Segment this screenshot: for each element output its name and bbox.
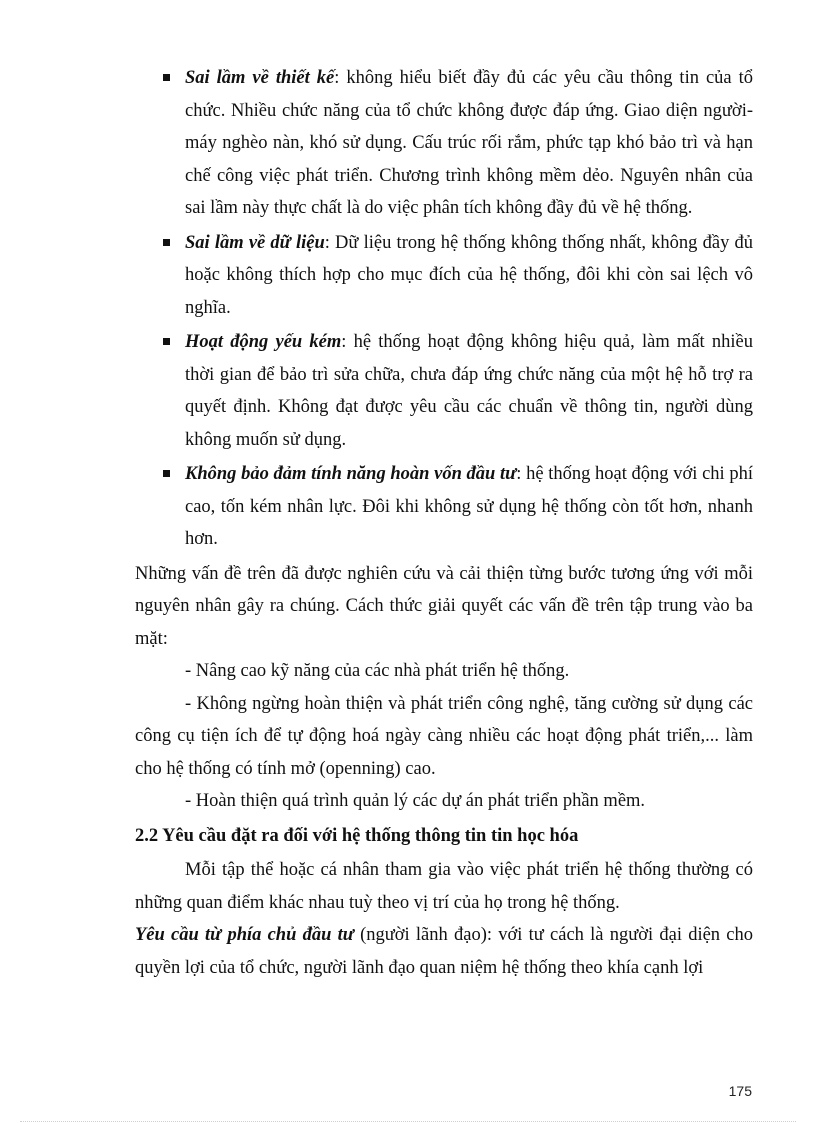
investor-text: (người lãnh đạo): với tư cách là người đại diện cho quyền lợi của tổ chức, người lãnh đạo quan niệm hệ thống theo khía cạnh lợi: [135, 925, 753, 978]
measure-item: - Hoàn thiện quá trình quản lý các dự án phát triển phần mềm.: [185, 791, 646, 811]
square-bullet-icon: [163, 470, 170, 477]
investor-paragraph: [135, 919, 753, 984]
bullet-text: : hệ thống hoạt động không hiệu quả, làm mất nhiều thời gian để bảo trì sửa chữa, chưa đáp ứng chức năng của một hệ hỗ trợ ra quyết định. Không đạt được yêu cầu các chuẩn về thông tin, người dùng không muốn sử dụng.: [185, 332, 753, 450]
bullet-item-data-error: [135, 227, 753, 325]
bullet-text: : không hiểu biết đầy đủ các yêu cầu thông tin của tổ chức. Nhiều chức năng của tổ chức không được đáp ứng. Giao diện người-máy nghèo nàn, khó sử dụng. Cấu trúc rối rắm, phức tạp khó bảo trì và hạn chế công việc phát triển. Chương trình không mềm dẻo. Nguyên nhân của sai lầm này thực chất là do việc phân tích không đầy đủ về hệ thống.: [185, 68, 753, 218]
bullet-item-weak-operation: [135, 326, 753, 456]
section-heading: 2.2 Yêu cầu đặt ra đối với hệ thống thông tin tin học hóa: [135, 825, 579, 846]
bullet-term: Sai lầm về dữ liệu: [185, 232, 325, 253]
bullet-text: : hệ thống hoạt động với chi phí cao, tốn kém nhân lực. Đôi khi không sử dụng hệ thống còn tốt hơn, nhanh hơn.: [185, 464, 753, 549]
section-paragraph: Mỗi tập thể hoặc cá nhân tham gia vào việc phát triển hệ thống thường có những quan điểm khác nhau tuỳ theo vị trí của họ trong hệ thống.: [135, 860, 753, 913]
bullet-term: Hoạt động yếu kém: [185, 332, 342, 352]
intro-paragraph: Những vấn đề trên đã được nghiên cứu và cải thiện từng bước tương ứng với mỗi nguyên nhân gây ra chúng. Cách thức giải quyết các vấn đề trên tập trung vào ba mặt:: [135, 563, 753, 649]
page-content: [135, 62, 753, 984]
bullet-text: : Dữ liệu trong hệ thống không thống nhất, không đầy đủ hoặc không thích hợp cho mục đích của hệ thống, đôi khi còn sai lệch vô nghĩa.: [185, 232, 753, 318]
bullet-item-investment-return: [135, 458, 753, 556]
investor-label: Yêu cầu từ phía chủ đầu tư: [135, 925, 354, 945]
square-bullet-icon: [163, 239, 170, 246]
square-bullet-icon: [163, 338, 170, 345]
page-bottom-divider: [20, 1121, 796, 1122]
bullet-term: Sai lầm về thiết kế: [185, 68, 335, 88]
square-bullet-icon: [163, 74, 170, 81]
error-bullet-list: [135, 62, 753, 556]
page-number: 175: [728, 1083, 752, 1099]
bullet-term: Không bảo đảm tính năng hoàn vốn đầu tư: [185, 464, 517, 484]
bullet-item-design-error: [135, 62, 753, 225]
measure-item: - Nâng cao kỹ năng của các nhà phát triển hệ thống.: [185, 661, 570, 681]
measure-item: - Không ngừng hoàn thiện và phát triển công nghệ, tăng cường sử dụng các công cụ tiện ích để tự động hoá ngày càng nhiều các hoạt động phát triển,... làm cho hệ thống có tính mở (openning) cao.: [135, 693, 753, 779]
